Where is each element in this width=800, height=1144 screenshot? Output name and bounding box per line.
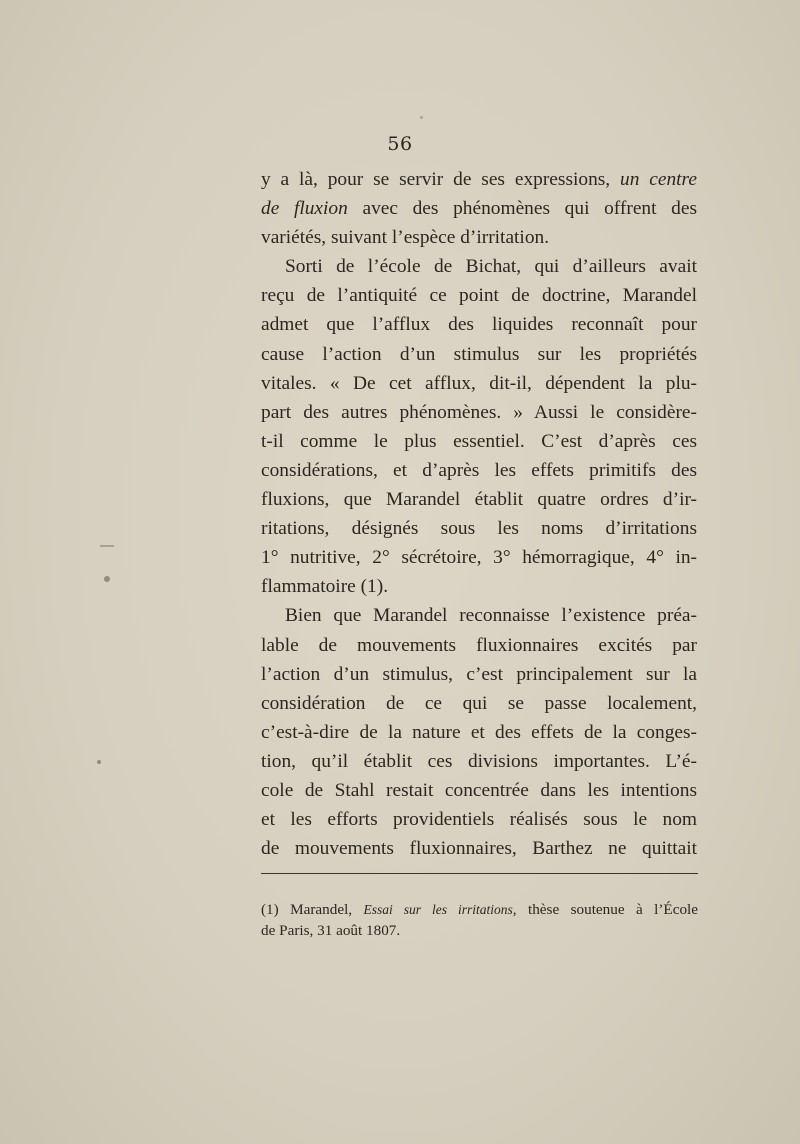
text-line: tion, qu’il établit ces divisions importantes. L’é- [261, 750, 697, 772]
text-line: l’action d’un stimulus, c’est principalement sur la [261, 663, 697, 685]
footnote-divider [261, 873, 698, 874]
text-line: considération de ce qui se passe localement, [261, 692, 697, 714]
paragraph-1 [261, 165, 697, 252]
text-line: Sorti de l’école de Bichat, qui d’ailleurs avait [285, 256, 697, 278]
footnote-line: de Paris, 31 août 1807. [261, 922, 401, 939]
paper-speck [104, 576, 110, 582]
text-line: y a là, pour se servir de ses expressions, un centre [261, 169, 697, 190]
paper-speck [420, 116, 423, 119]
text-line: flammatoire (1). [261, 576, 389, 598]
footnote [261, 899, 698, 941]
text-line: Bien que Marandel reconnaisse l’existence préa- [285, 605, 697, 627]
text-line: de mouvements fluxionnaires, Barthez ne quittait [261, 838, 697, 860]
paper-mark [100, 545, 114, 547]
text-line: fluxions, que Marandel établit quatre ordres d’ir- [261, 489, 697, 511]
text-line: de fluxion avec des phénomènes qui offrent des [261, 198, 697, 220]
page-number: 56 [387, 133, 413, 155]
paragraph-3 [261, 601, 697, 863]
text-line: t-il comme le plus essentiel. C’est d’après ces [261, 430, 697, 452]
text-line: 1° nutritive, 2° sécrétoire, 3° hémorragique, 4° in- [261, 547, 697, 569]
text-line: variétés, suivant l’espèce d’irritation. [261, 227, 550, 249]
text-line: admet que l’afflux des liquides reconnaît pour [261, 314, 697, 336]
body-text [261, 165, 697, 863]
text-line: vitales. « De cet afflux, dit-il, dépendent la plu- [261, 372, 697, 394]
text-line: part des autres phénomènes. » Aussi le considère- [261, 401, 697, 423]
text-line: cause l’action d’un stimulus sur les propriétés [261, 343, 697, 365]
paper-speck [97, 760, 101, 764]
text-line: c’est-à-dire de la nature et des effets de la conges- [261, 721, 697, 743]
text-line: lable de mouvements fluxionnaires excités par [261, 634, 697, 656]
paragraph-2 [261, 252, 697, 601]
text-line: et les efforts providentiels réalisés sous le nom [261, 809, 697, 831]
text-line: ritations, désignés sous les noms d’irritations [261, 518, 697, 540]
footnote-line: (1) Marandel, Essai sur les irritations, thèse soutenue à l’École [261, 901, 698, 918]
text-line: cole de Stahl restait concentrée dans les intentions [261, 779, 697, 801]
text-line: considérations, et d’après les effets primitifs des [261, 459, 697, 481]
text-line: reçu de l’antiquité ce point de doctrine, Marandel [261, 285, 697, 307]
